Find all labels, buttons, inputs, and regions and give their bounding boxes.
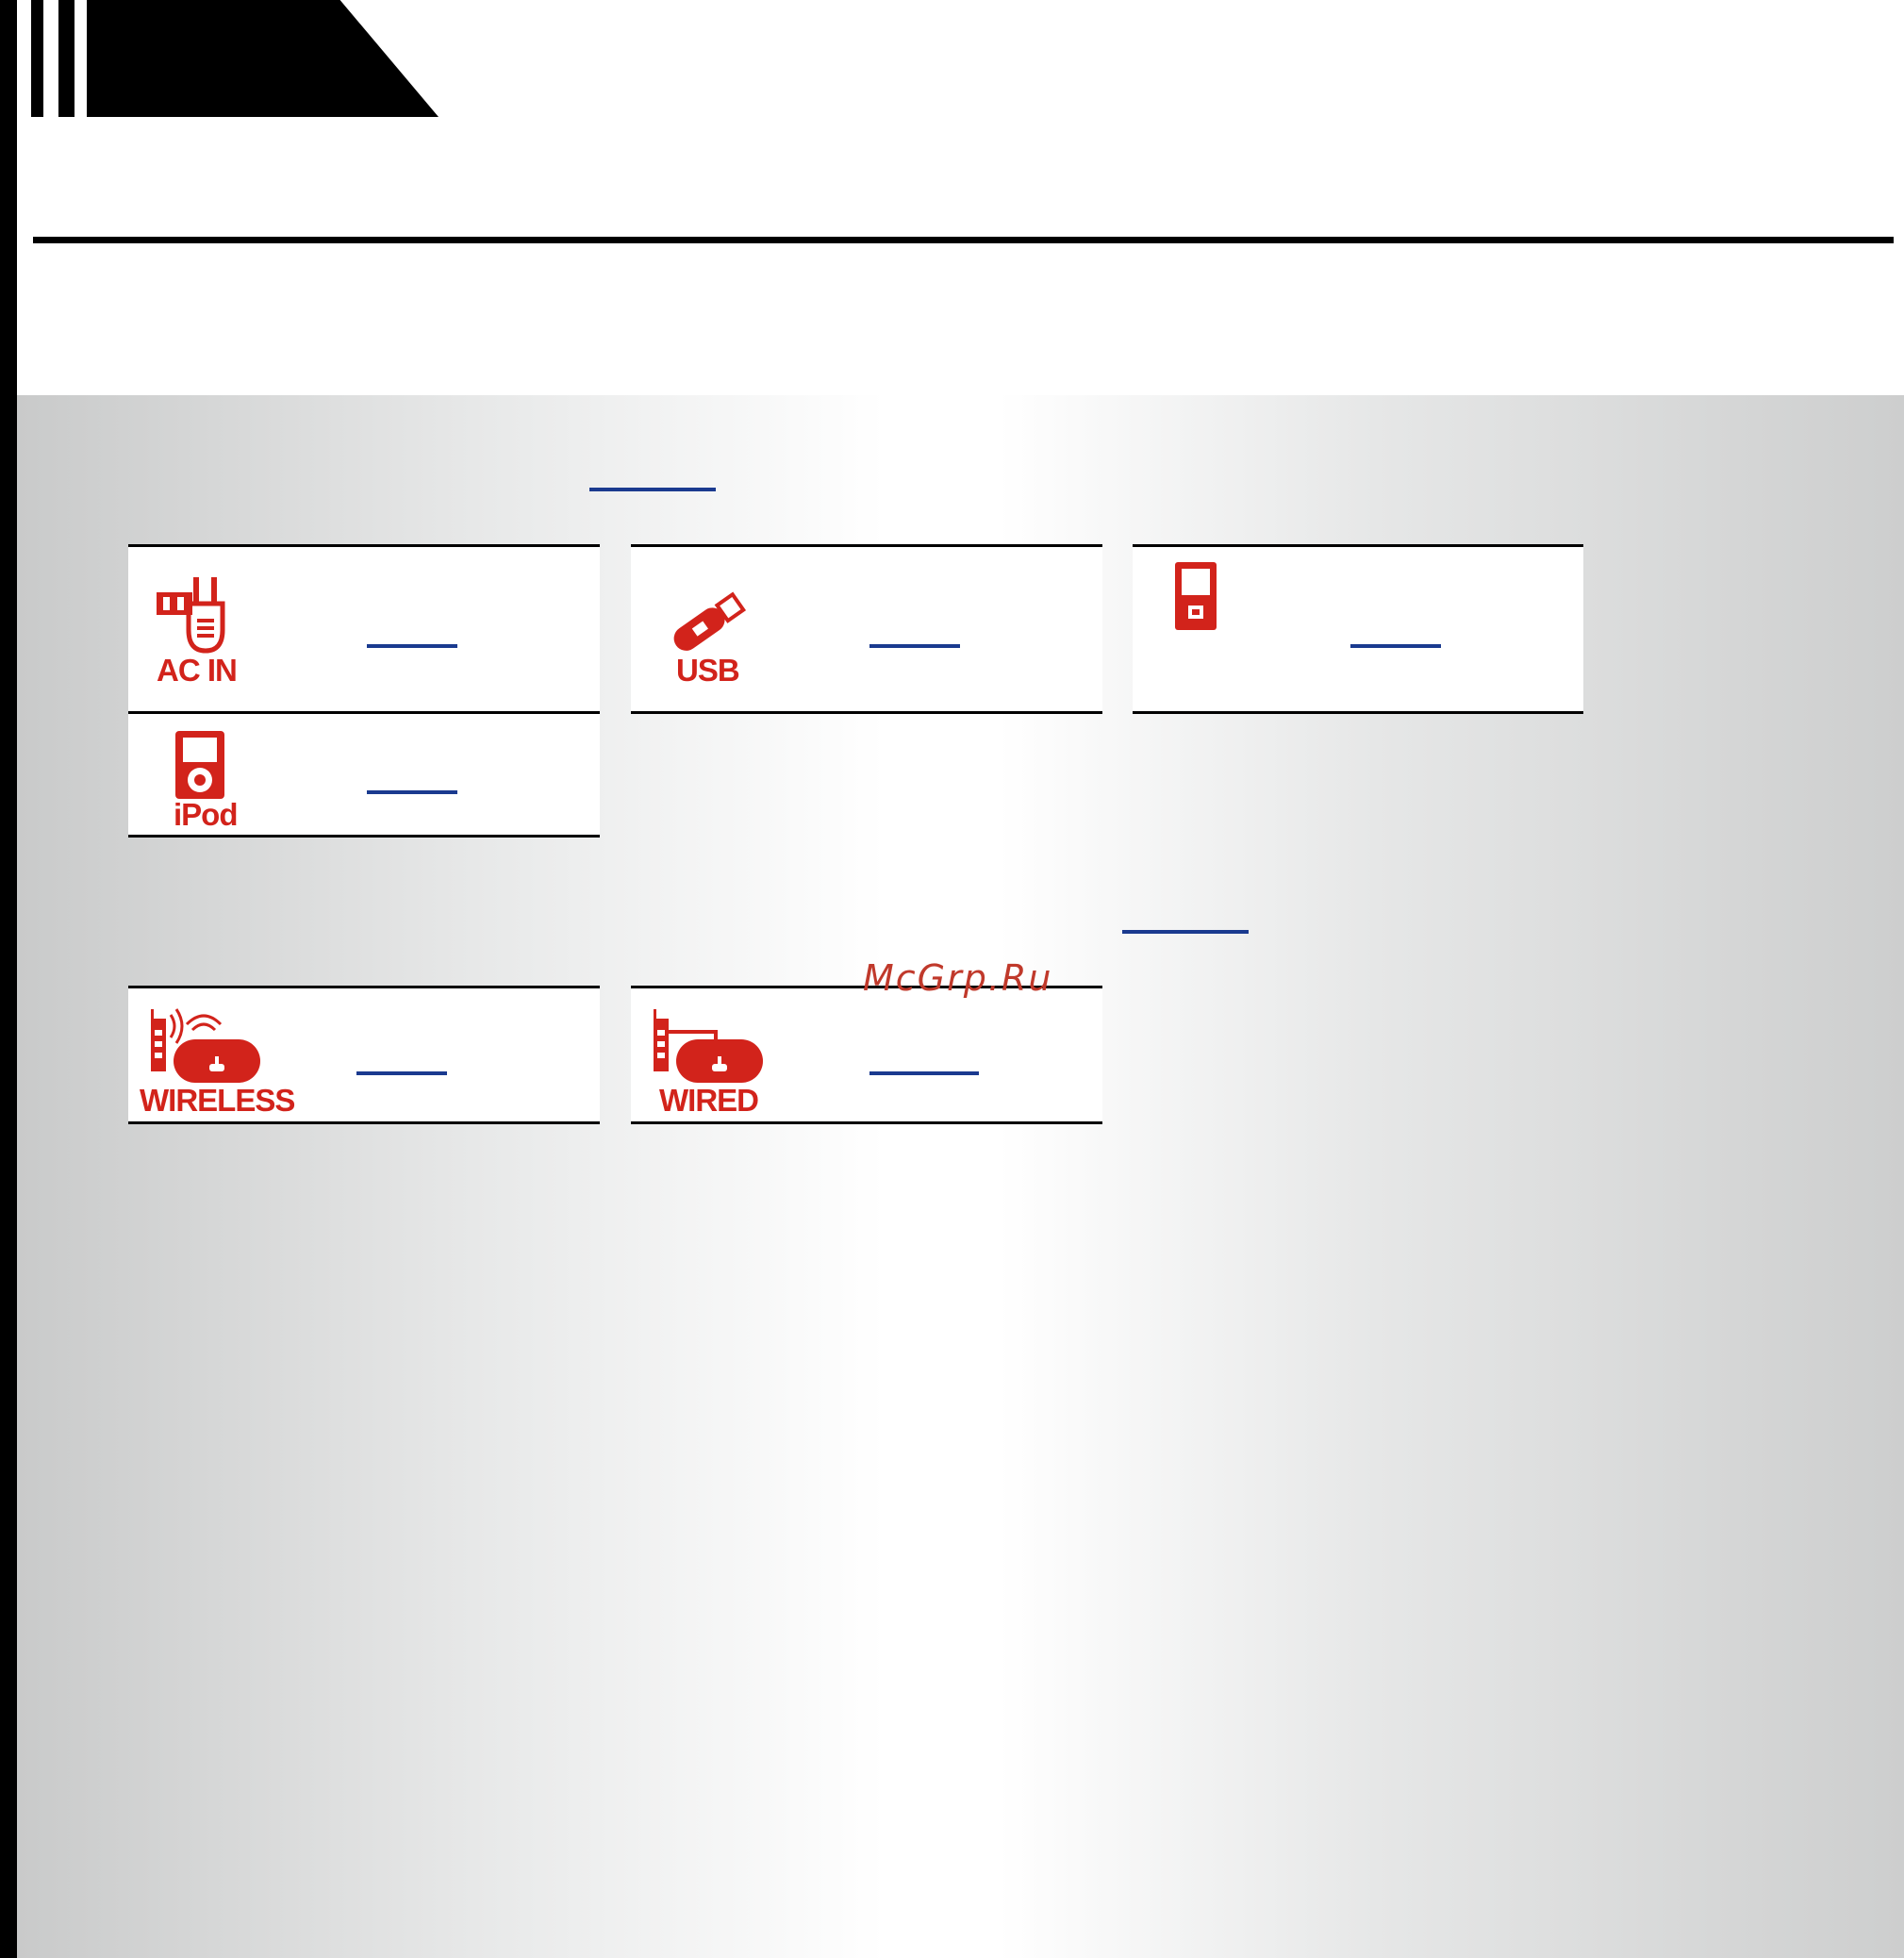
icon-box-wired (631, 986, 1102, 1124)
page-reference-link[interactable] (869, 644, 960, 648)
section-rule (33, 237, 1894, 243)
icon-box-usb (631, 544, 1102, 714)
header-tab (87, 0, 439, 117)
header-tab-stripe (31, 0, 43, 117)
wireless-label: WIRELESS (140, 1083, 295, 1118)
page-reference-link[interactable] (1122, 930, 1249, 934)
page-reference-link[interactable] (356, 1071, 447, 1075)
icon-box-ipod (128, 711, 600, 838)
page-reference-link[interactable] (1350, 644, 1441, 648)
wired-speaker-icon (648, 1005, 770, 1090)
portable-player-icon (1175, 562, 1218, 632)
ac-power-plug-icon (155, 575, 249, 660)
icon-box-player (1133, 544, 1583, 714)
usb-stick-icon (665, 585, 750, 660)
icon-box-wireless (128, 986, 600, 1124)
page-reference-link[interactable] (869, 1071, 979, 1075)
left-margin-bar (0, 0, 17, 1958)
wired-label: WIRED (659, 1083, 758, 1118)
page-reference-link[interactable] (367, 790, 457, 794)
usb-label: USB (676, 653, 739, 688)
ipod-icon (175, 731, 224, 801)
page-reference-link[interactable] (589, 488, 716, 491)
page-reference-link[interactable] (367, 644, 457, 648)
ac-in-label: AC IN (157, 653, 237, 688)
header-tab-stripe (58, 0, 75, 117)
wireless-speaker-icon (145, 1005, 268, 1090)
ipod-label: iPod (174, 797, 238, 832)
watermark-text: McGrp.Ru (863, 957, 1053, 999)
icon-box-ac-in (128, 544, 600, 714)
